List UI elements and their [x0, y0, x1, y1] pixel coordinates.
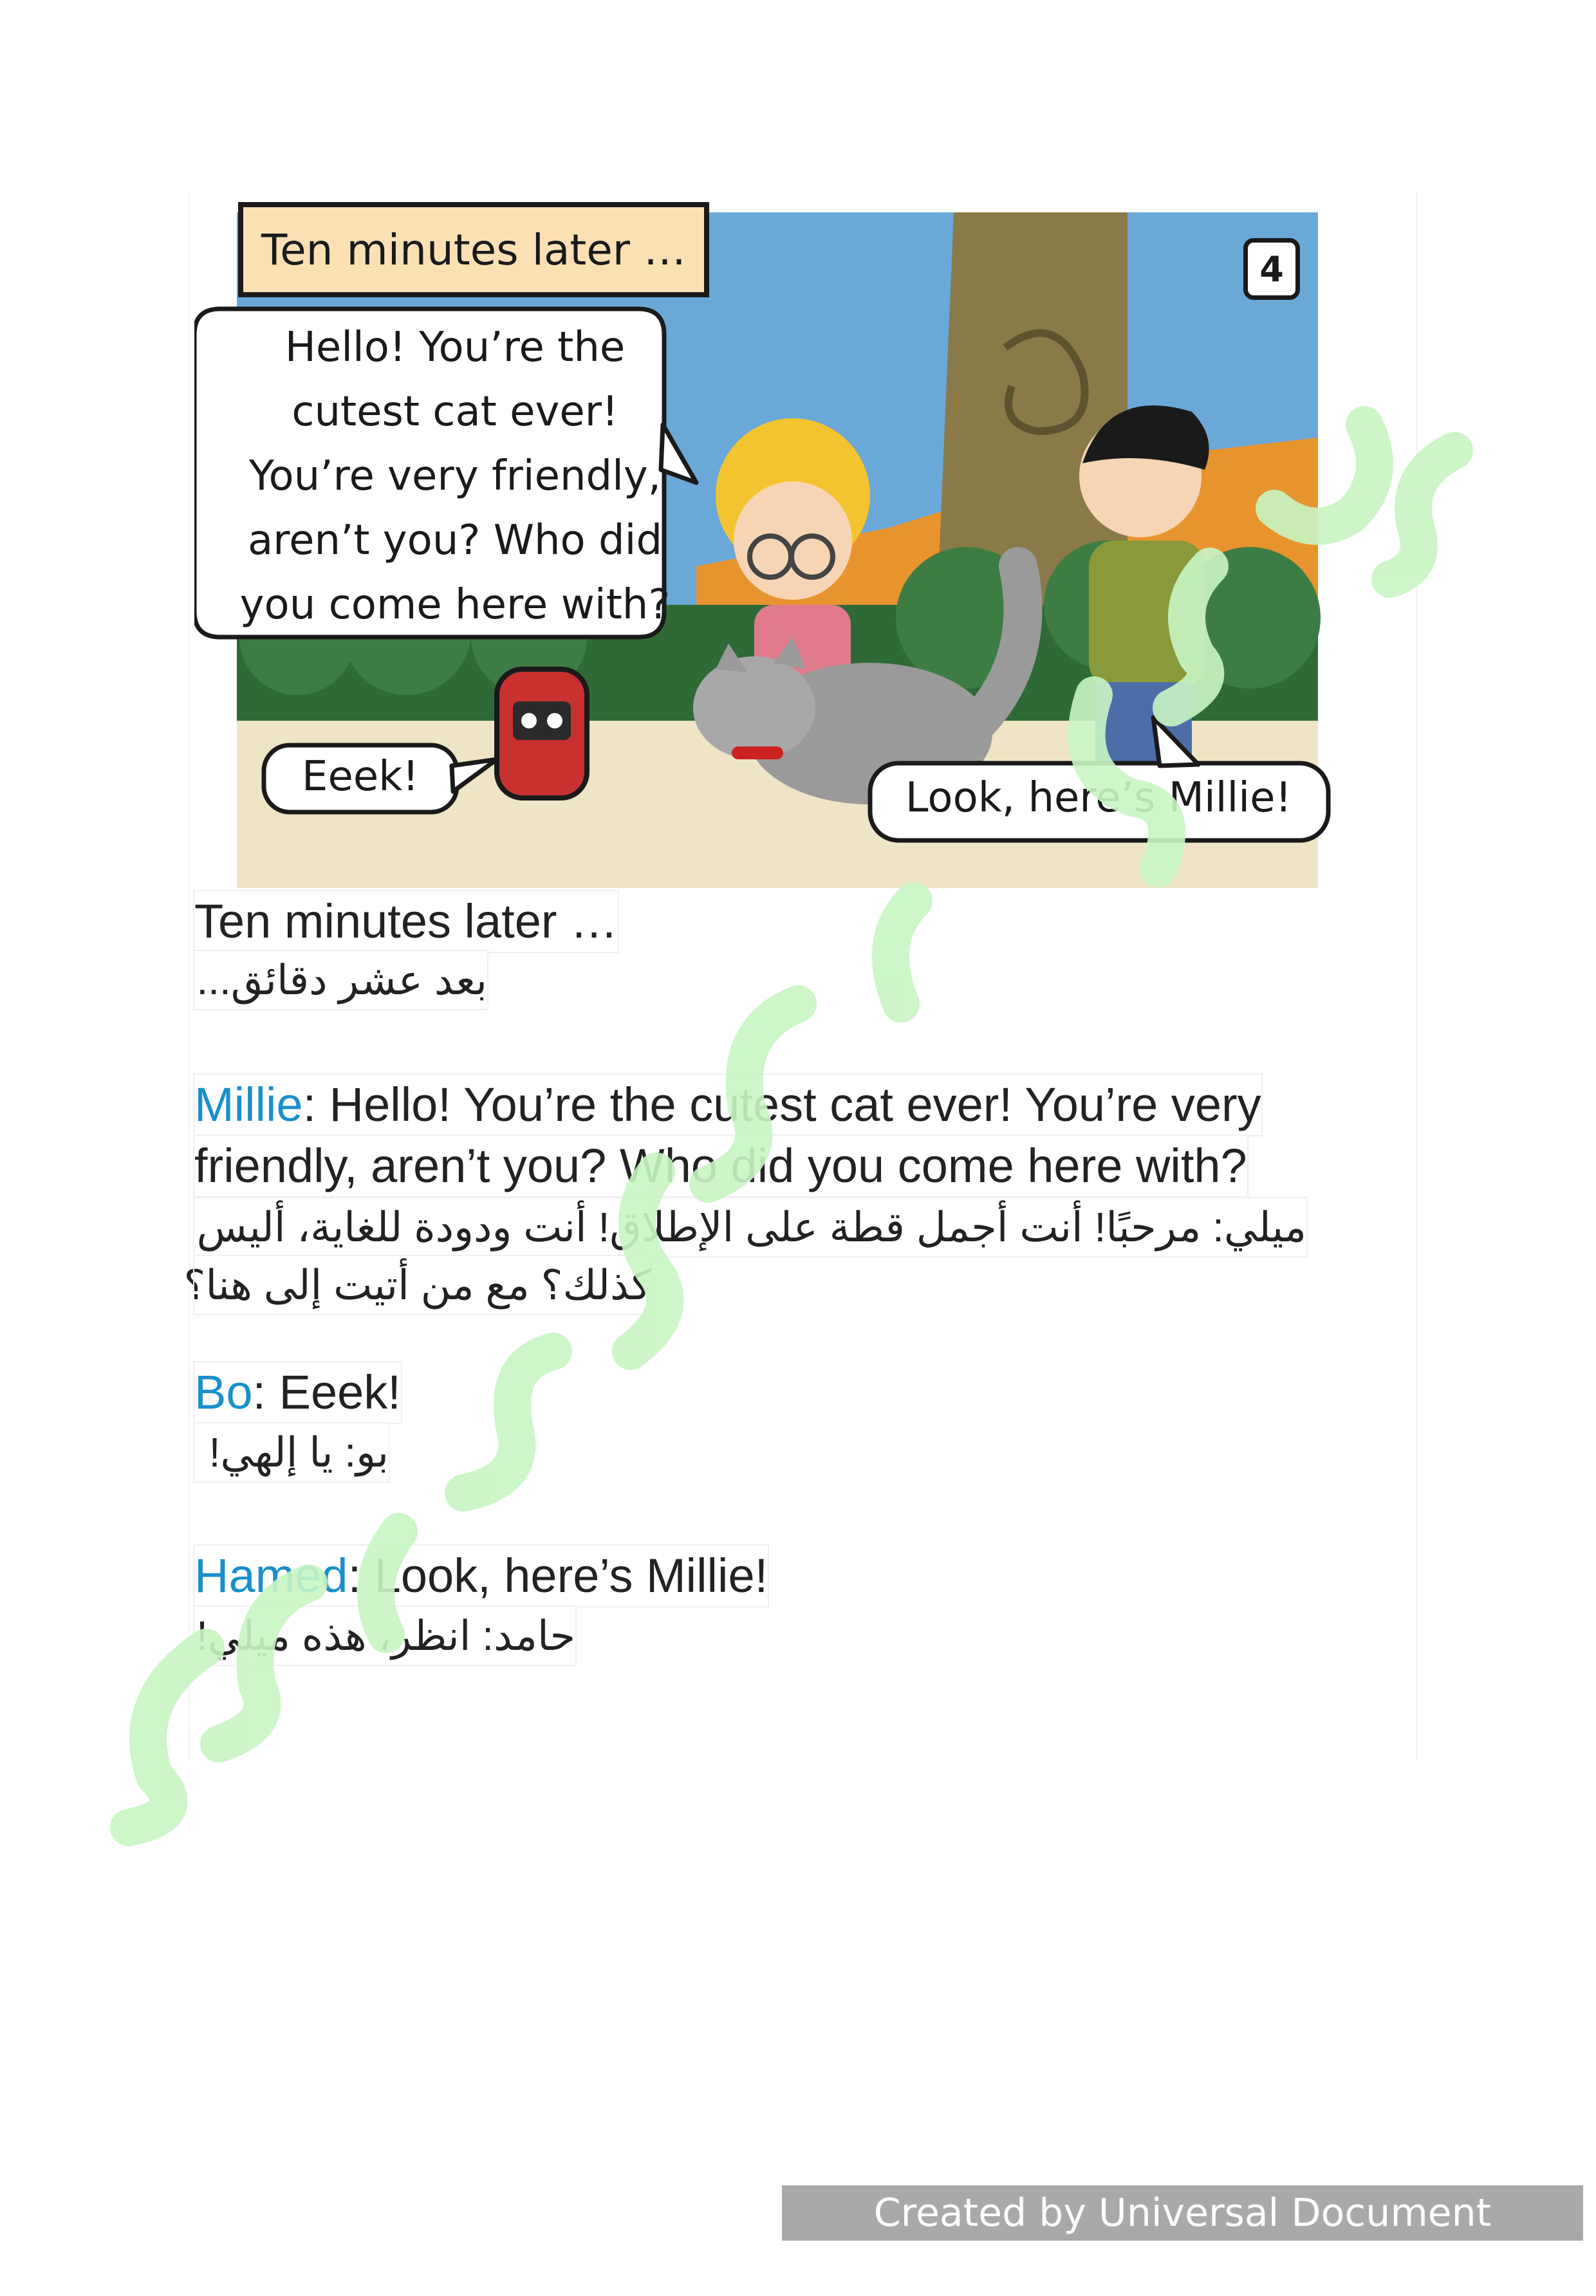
hamed-arabic: حامد: انظر، هذه ميلي! [194, 1607, 575, 1665]
bubble-line: You’re very friendly, [248, 452, 662, 500]
intro-arabic: بعد عشر دقائق... [194, 951, 487, 1009]
intro-english: Ten minutes later … [194, 891, 618, 952]
millie-english-line-1 [194, 1075, 1261, 1135]
bo-english [194, 1362, 401, 1423]
bo-english-text: : Eeek! [252, 1366, 401, 1419]
hamed-english [194, 1546, 768, 1606]
bubble-line: you come here with? [239, 581, 671, 629]
speaker-bo: Bo [194, 1366, 253, 1419]
speech-bubble-millie [220, 315, 690, 637]
speech-bubble-bo: Eeek! [302, 753, 419, 801]
converter-stamp: Created by Universal Document Converter [782, 2185, 1583, 2241]
hamed-english-text: : Look, here’s Millie! [348, 1549, 768, 1602]
bubble-line: cutest cat ever! [292, 388, 618, 436]
speech-bubble-hamed: Look, here’s Millie! [905, 774, 1292, 822]
bubble-line: aren’t you? Who did [247, 517, 663, 564]
comic-caption: Ten minutes later … [238, 202, 709, 297]
speaker-hamed: Hamed [194, 1549, 348, 1602]
millie-arabic-line-2: كذلك؟ مع من أتيت إلى هنا؟ [194, 1256, 651, 1314]
speaker-millie: Millie [194, 1078, 303, 1131]
millie-english-line-2: friendly, aren’t you? Who did you come here with? [194, 1136, 1247, 1196]
bubble-line: Hello! You’re the [284, 324, 626, 371]
millie-arabic-line-1: ميلي: مرحبًا! أنت أجمل قطة على الإطلاق! أنت ودودة للغاية، أليس [194, 1198, 1306, 1256]
panel-number: 4 [1243, 238, 1300, 300]
comic-panel [194, 193, 1346, 889]
millie-english-text: : Hello! You’re the cutest cat ever! You’re very [302, 1078, 1261, 1131]
bo-arabic: بو: يا إلهي! [194, 1423, 389, 1481]
